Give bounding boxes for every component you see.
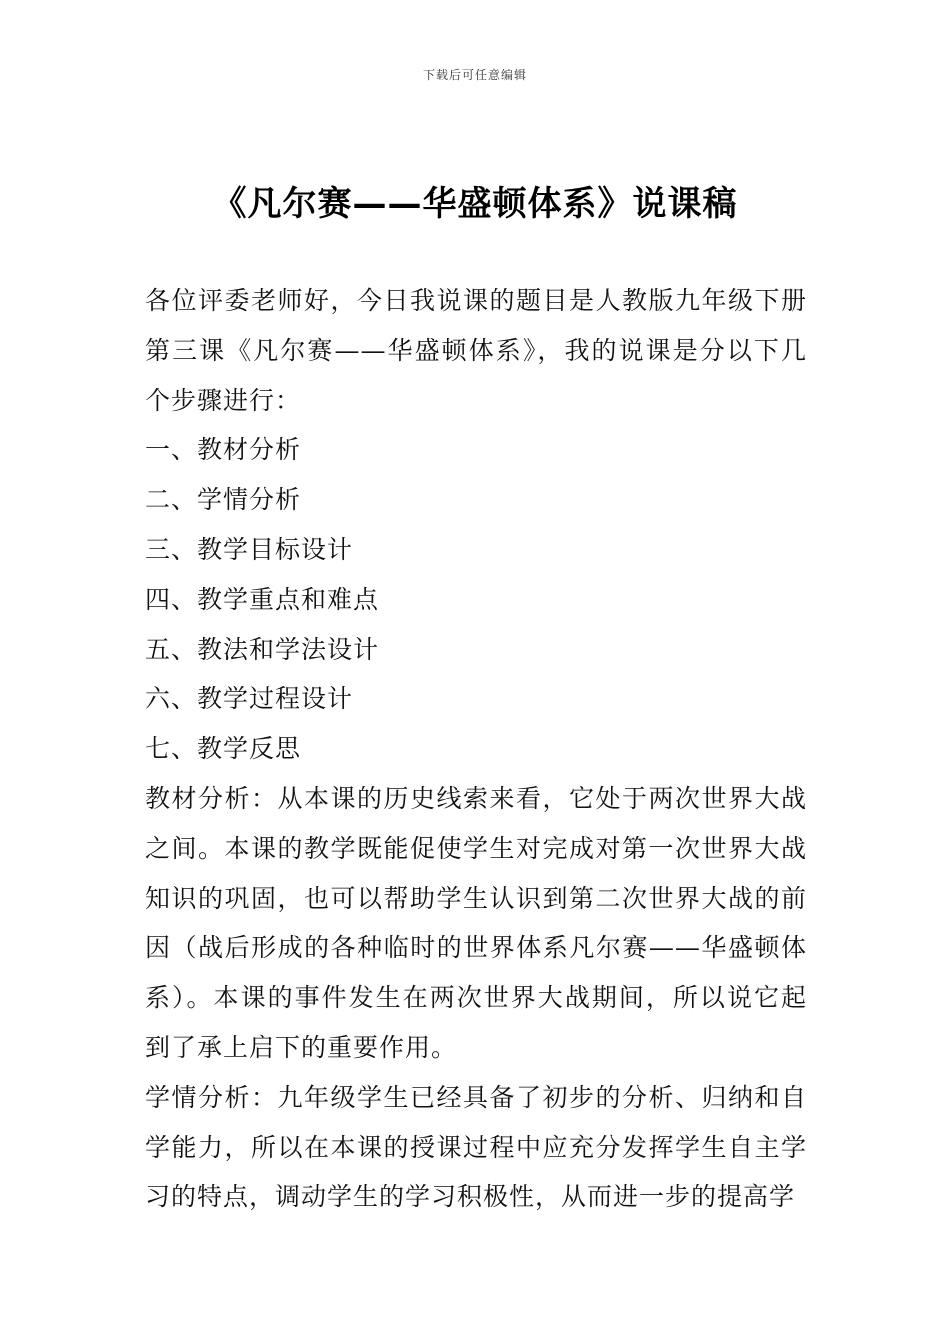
- outline-item: 五、教法和学法设计: [145, 634, 380, 664]
- outline-item: 三、教学目标设计: [145, 534, 354, 564]
- document-body: [145, 276, 807, 1222]
- outline-item: 四、教学重点和难点: [145, 584, 380, 614]
- outline-item: 一、教材分析: [145, 435, 302, 465]
- document-title: 《凡尔赛——华盛顿体系》说课稿: [212, 184, 738, 224]
- section-textbook-analysis: 教材分析：从本课的历史线索来看，它处于两次世界大战之间。本课的教学既能促使学生对完成对第一次世界大战知识的巩固，也可以帮助学生认识到第二次世界大战的前因（战后形成的各种临时的世界体系凡尔赛——华盛顿体系）。本课的事件发生在两次世界大战期间，所以说它起到了承上启下的重要作用。: [145, 783, 807, 1062]
- outline-item: 七、教学反思: [145, 734, 302, 764]
- header-note: 下载后可任意编辑: [422, 68, 527, 82]
- outline-item: 六、教学过程设计: [145, 684, 354, 714]
- outline-item: 二、学情分析: [145, 485, 302, 515]
- intro-paragraph: 各位评委老师好，今日我说课的题目是人教版九年级下册第三课《凡尔赛——华盛顿体系》，我的说课是分以下几个步骤进行：: [145, 286, 807, 415]
- section-student-analysis: 学情分析：九年级学生已经具备了初步的分析、归纳和自学能力，所以在本课的授课过程中应充分发挥学生自主学习的特点，调动学生的学习积极性，从而进一步的提高学: [145, 1082, 807, 1212]
